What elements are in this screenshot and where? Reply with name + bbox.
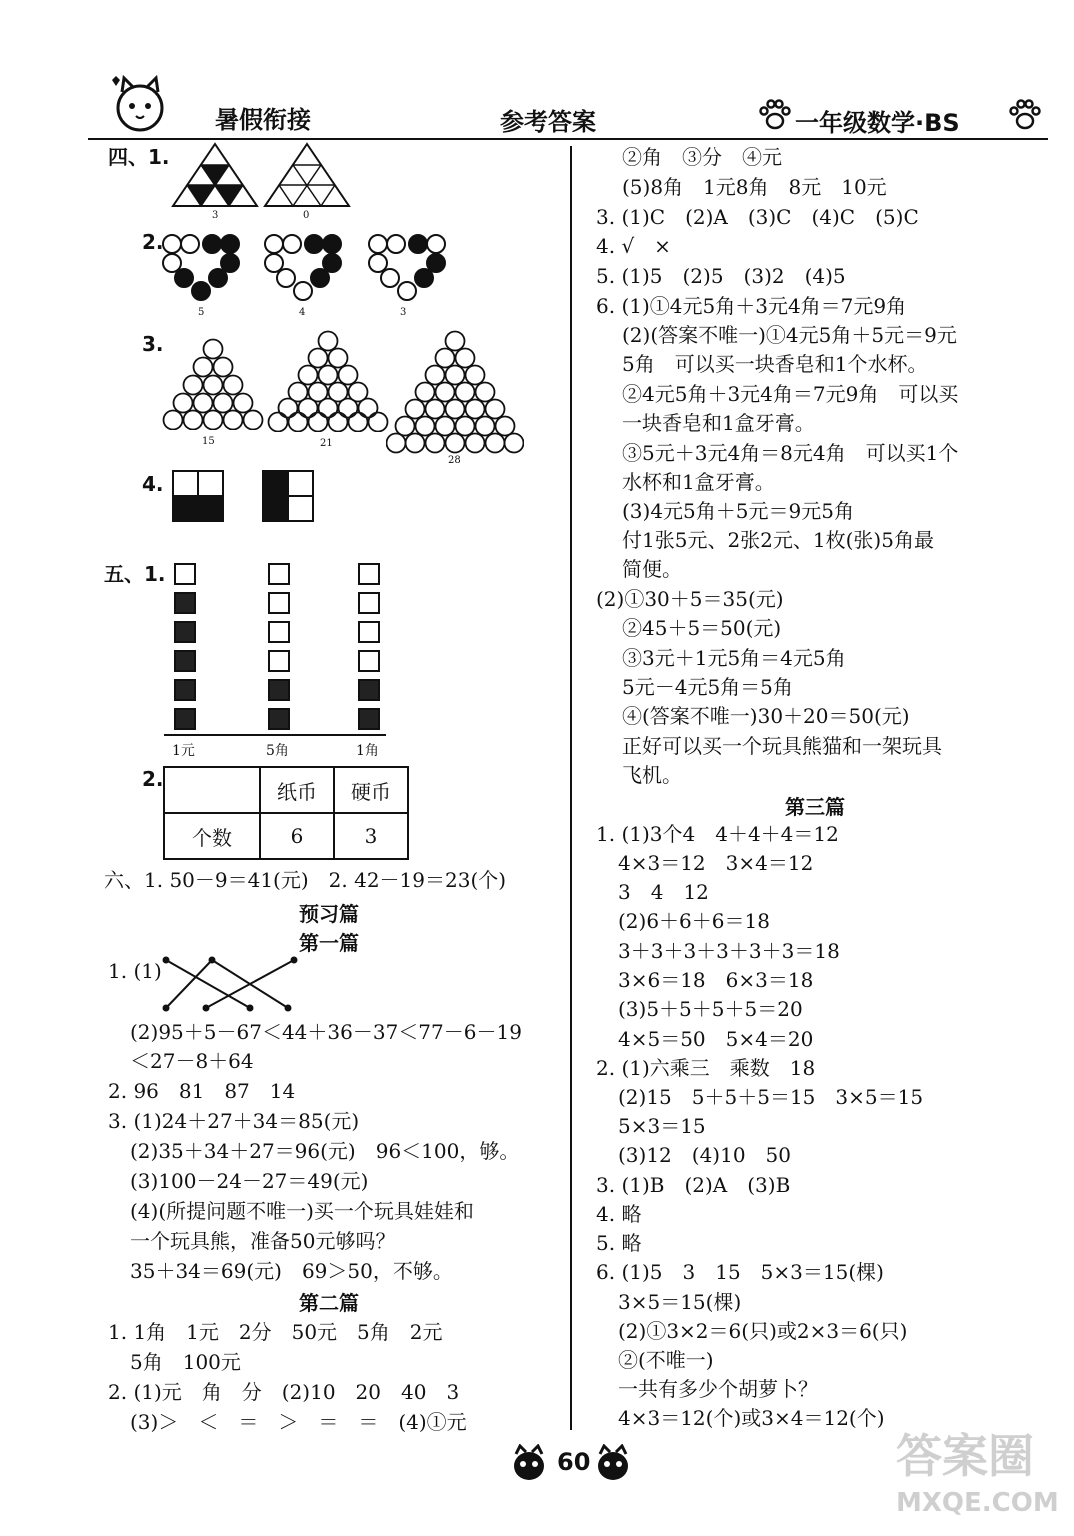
square-empty [358, 650, 380, 672]
answer-line: 1. (1) [108, 959, 162, 983]
answer-line: 飞机。 [622, 763, 682, 787]
section-4-2-label: 2. [142, 230, 164, 254]
answer-line: ③5元＋3元4角＝8元4角 可以买1个 [622, 441, 959, 465]
mascot-footer-icon [594, 1444, 632, 1488]
answer-line: (4)(所提问题不唯一)买一个玩具娃娃和 [130, 1199, 474, 1223]
header-rule [88, 138, 1048, 140]
answer-line: 5元－4元5角＝5角 [622, 675, 793, 699]
section-heading-yuxi: 预习篇 [299, 902, 359, 926]
answer-line: (2)①3×2＝6(只)或2×3＝6(只) [618, 1319, 908, 1343]
answer-line: (3)4元5角＋5元＝9元5角 [622, 499, 854, 523]
answer-line: (2)6＋6＋6＝18 [618, 909, 770, 933]
answer-line: 3. (1)C (2)A (3)C (4)C (5)C [596, 205, 919, 229]
answer-line: 一块香皂和1盒牙膏。 [622, 411, 815, 435]
answer-line: 4. 略 [596, 1202, 642, 1226]
answer-line: (2)95＋5－67＜44＋36－37＜77－6－19 [130, 1020, 522, 1044]
answer-line: 35＋34＝69(元) 69＞50，不够。 [130, 1259, 453, 1283]
matching-lines-figure [160, 954, 300, 1020]
square-filled [268, 679, 290, 701]
square-filled [174, 679, 196, 701]
square-empty [358, 592, 380, 614]
header-right-title: 一年级数学·BS [795, 109, 960, 137]
paw-icon [758, 98, 792, 136]
page-number: 60 [557, 1448, 591, 1476]
triangle-figure-2 [262, 142, 352, 212]
answer-line: 3＋3＋3＋3＋3＋3＝18 [618, 939, 840, 963]
pyramid-28 [386, 330, 524, 458]
cat-mascot-icon [104, 70, 174, 138]
square-filled [358, 679, 380, 701]
table-header: 硬币 [334, 767, 408, 813]
triangle-label: 0 [303, 210, 310, 221]
answer-line: ②4元5角＋3元4角＝7元9角 可以买 [622, 382, 959, 406]
paw-icon [1008, 98, 1042, 136]
square-filled [174, 621, 196, 643]
answer-line: ②45＋5＝50(元) [622, 616, 782, 640]
table-row-label: 个数 [164, 813, 260, 859]
section-6-answer: 六、1. 50－9＝41(元) 2. 42－19＝23(个) [104, 868, 507, 892]
square-empty [174, 563, 196, 585]
answer-line: (2)15 5＋5＋5＝15 3×5＝15 [618, 1085, 924, 1109]
section-5-2-label: 2. [142, 767, 164, 791]
answer-line: ③3元＋1元5角＝4元5角 [622, 646, 846, 670]
answer-line: (2)(答案不唯一)①4元5角＋5元＝9元 [622, 323, 957, 347]
answer-line: 4×3＝12(个)或3×4＝12(个) [618, 1406, 885, 1430]
answer-line: 4×3＝12 3×4＝12 [618, 851, 814, 875]
answer-line: 4. √ × [596, 234, 671, 258]
square-empty [268, 650, 290, 672]
square-empty [358, 621, 380, 643]
answer-line: ②(不唯一) [618, 1348, 714, 1372]
square-filled [174, 708, 196, 730]
watermark-url: MXQE.COM [896, 1488, 1059, 1518]
square-empty [268, 621, 290, 643]
section-heading-part3: 第三篇 [785, 795, 845, 819]
answer-line: 2. 96 81 87 14 [108, 1079, 296, 1103]
answer-line: (3)12 (4)10 50 [618, 1143, 792, 1167]
answer-line: ②角 ③分 ④元 [622, 145, 782, 169]
answer-line: 6. (1)5 3 15 5×3＝15(棵) [596, 1260, 884, 1284]
answer-line: 3. (1)B (2)A (3)B [596, 1173, 791, 1197]
answer-line: 1. 1角 1元 2分 50元 5角 2元 [108, 1320, 443, 1344]
pyramid-21 [266, 330, 390, 436]
grid-figure-2 [262, 470, 314, 526]
answer-line: 一个玩具熊，准备50元够吗？ [130, 1229, 396, 1253]
answer-line: 3×5＝15(棵) [618, 1290, 742, 1314]
table-corner [164, 767, 260, 813]
section-heading-part1: 第一篇 [299, 931, 359, 955]
watermark-text: 答案圈 [896, 1429, 1034, 1483]
answer-line: 5×3＝15 [618, 1114, 706, 1138]
heart-circles-2 [262, 234, 344, 306]
column-label: 1元 [172, 743, 195, 759]
answer-line: (3)5＋5＋5＋5＝20 [618, 997, 803, 1021]
column-label: 5角 [266, 743, 289, 759]
pyramid-15 [160, 338, 266, 434]
answer-line: 5. (1)5 (2)5 (3)2 (4)5 [596, 264, 846, 288]
pyramid-label: 15 [202, 436, 215, 447]
table-header: 纸币 [260, 767, 334, 813]
answer-line: 正好可以买一个玩具熊猫和一架玩具 [622, 734, 942, 758]
column-divider [570, 146, 572, 1430]
answer-line: 5角 可以买一块香皂和1个水杯。 [622, 352, 928, 376]
square-filled [358, 708, 380, 730]
heart-label: 5 [198, 307, 205, 318]
header-left-title: 暑假衔接 [215, 106, 311, 134]
answer-line: 2. (1)元 角 分 (2)10 20 40 3 [108, 1380, 460, 1404]
section-heading-part2: 第二篇 [299, 1291, 359, 1315]
square-filled [174, 592, 196, 614]
count-table [163, 766, 409, 860]
square-empty [268, 592, 290, 614]
answer-line: 3 4 12 [618, 880, 709, 904]
answer-line: 5角 100元 [130, 1350, 241, 1374]
answer-line: (3)＞ ＜ ＝ ＞ ＝ ＝ (4)①元 [130, 1410, 467, 1434]
answer-line: ＜27－8＋64 [130, 1049, 254, 1073]
square-empty [268, 563, 290, 585]
grid-figure-1 [172, 470, 224, 526]
section-5-label: 五、1. [104, 562, 166, 586]
answer-line: 付1张5元、2张2元、1枚(张)5角最 [622, 528, 934, 552]
answer-line: 3. (1)24＋27＋34＝85(元) [108, 1109, 360, 1133]
answer-line: 2. (1)六乘三 乘数 18 [596, 1056, 816, 1080]
answer-line: (3)100－24－27＝49(元) [130, 1169, 369, 1193]
answer-line: 3×6＝18 6×3＝18 [618, 968, 814, 992]
baseline-rule [164, 734, 386, 736]
square-filled [174, 650, 196, 672]
pyramid-label: 21 [320, 438, 333, 449]
table-cell: 6 [260, 813, 334, 859]
heart-circles-1 [160, 234, 242, 306]
triangle-label: 3 [212, 210, 219, 221]
answer-line: 4×5＝50 5×4＝20 [618, 1027, 814, 1051]
triangle-figure-1 [170, 142, 260, 212]
answer-line: ④(答案不唯一)30＋20＝50(元) [622, 704, 910, 728]
header-center-title: 参考答案 [500, 108, 596, 136]
heart-label: 3 [400, 307, 407, 318]
answer-line: 一共有多少个胡萝卜？ [618, 1377, 818, 1401]
square-filled [268, 708, 290, 730]
mascot-footer-icon [510, 1444, 548, 1488]
heart-circles-3 [366, 234, 448, 306]
table-cell: 3 [334, 813, 408, 859]
heart-label: 4 [299, 307, 306, 318]
answer-line: (2)①30＋5＝35(元) [596, 587, 784, 611]
watermark-logo [896, 1420, 1066, 1530]
section-4-3-label: 3. [142, 332, 164, 356]
answer-line: 水杯和1盒牙膏。 [622, 470, 775, 494]
pyramid-label: 28 [448, 455, 461, 466]
answer-line: 1. (1)3个4 4＋4＋4＝12 [596, 822, 839, 846]
section-4-label: 四、1. [108, 145, 170, 169]
answer-line: (5)8角 1元8角 8元 10元 [622, 175, 887, 199]
square-empty [358, 563, 380, 585]
answer-line: 6. (1)①4元5角＋3元4角＝7元9角 [596, 294, 907, 318]
column-label: 1角 [356, 743, 379, 759]
section-4-4-label: 4. [142, 472, 164, 496]
answer-line: 简便。 [622, 557, 682, 581]
answer-line: (2)35＋34＋27＝96(元) 96＜100，够。 [130, 1139, 520, 1163]
answer-line: 5. 略 [596, 1231, 642, 1255]
